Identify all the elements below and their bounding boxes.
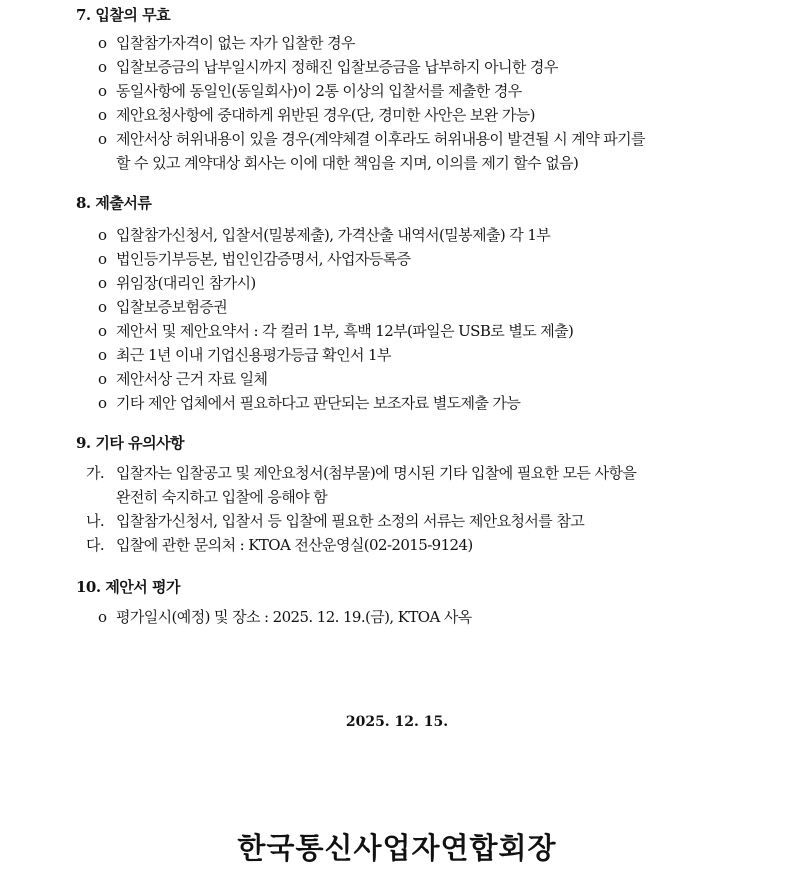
list-item: 가. 입찰자는 입찰공고 및 제안요청서(첨부물)에 명시된 기타 입찰에 필요한 모든 사항을 bbox=[86, 464, 637, 482]
section-7-title: 7. 입찰의 무효 bbox=[76, 6, 171, 24]
list-item: o 위임장(대리인 참가시) bbox=[98, 274, 256, 292]
list-item: o 제안서 및 제안요약서 : 각 컬러 1부, 흑백 12부(파일은 USB로 별도 제출) bbox=[98, 322, 574, 340]
list-item: o 법인등기부등본, 법인인감증명서, 사업자등록증 bbox=[98, 250, 411, 268]
list-item: o 입찰보증금의 납부일시까지 정해진 입찰보증금을 납부하지 아니한 경우 bbox=[98, 58, 558, 76]
list-item: o 제안서상 허위내용이 있을 경우(계약체결 이후라도 허위내용이 발견될 시 계약 파기를 bbox=[98, 130, 645, 148]
list-item: o 최근 1년 이내 기업신용평가등급 확인서 1부 bbox=[98, 346, 391, 364]
section-8-title: 8. 제출서류 bbox=[76, 194, 152, 212]
section-10-title: 10. 제안서 평가 bbox=[76, 578, 180, 596]
list-item-continuation: 할 수 있고 계약대상 회사는 이에 대한 책임을 지며, 이의를 제기 할수 없음) bbox=[116, 154, 579, 172]
list-item: o 기타 제안 업체에서 필요하다고 판단되는 보조자료 별도제출 가능 bbox=[98, 394, 521, 412]
list-item: o 동일사항에 동일인(동일회사)이 2통 이상의 입찰서를 제출한 경우 bbox=[98, 82, 522, 100]
list-item: o 입찰참가자격이 없는 자가 입찰한 경우 bbox=[98, 34, 355, 52]
list-item: o 제안요청사항에 중대하게 위반된 경우(단, 경미한 사안은 보완 가능) bbox=[98, 106, 535, 124]
document-date: 2025. 12. 15. bbox=[345, 714, 449, 730]
section-9-title: 9. 기타 유의사항 bbox=[76, 434, 185, 452]
issuer-name: 한국통신사업자연합회장 bbox=[237, 831, 557, 865]
list-item: o 입찰참가신청서, 입찰서(밀봉제출), 가격산출 내역서(밀봉제출) 각 1부 bbox=[98, 226, 551, 244]
list-item: o 제안서상 근거 자료 일체 bbox=[98, 370, 268, 388]
list-item: 다. 입찰에 관한 문의처 : KTOA 전산운영실(02-2015-9124) bbox=[86, 536, 473, 554]
list-item: o 입찰보증보험증권 bbox=[98, 298, 228, 316]
list-item: 나. 입찰참가신청서, 입찰서 등 입찰에 필요한 소정의 서류는 제안요청서를 참고 bbox=[86, 512, 585, 530]
list-item: o 평가일시(예정) 및 장소 : 2025. 12. 19.(금), KTOA 사옥 bbox=[98, 608, 472, 626]
list-item-continuation: 완전히 숙지하고 입찰에 응해야 함 bbox=[116, 488, 328, 506]
